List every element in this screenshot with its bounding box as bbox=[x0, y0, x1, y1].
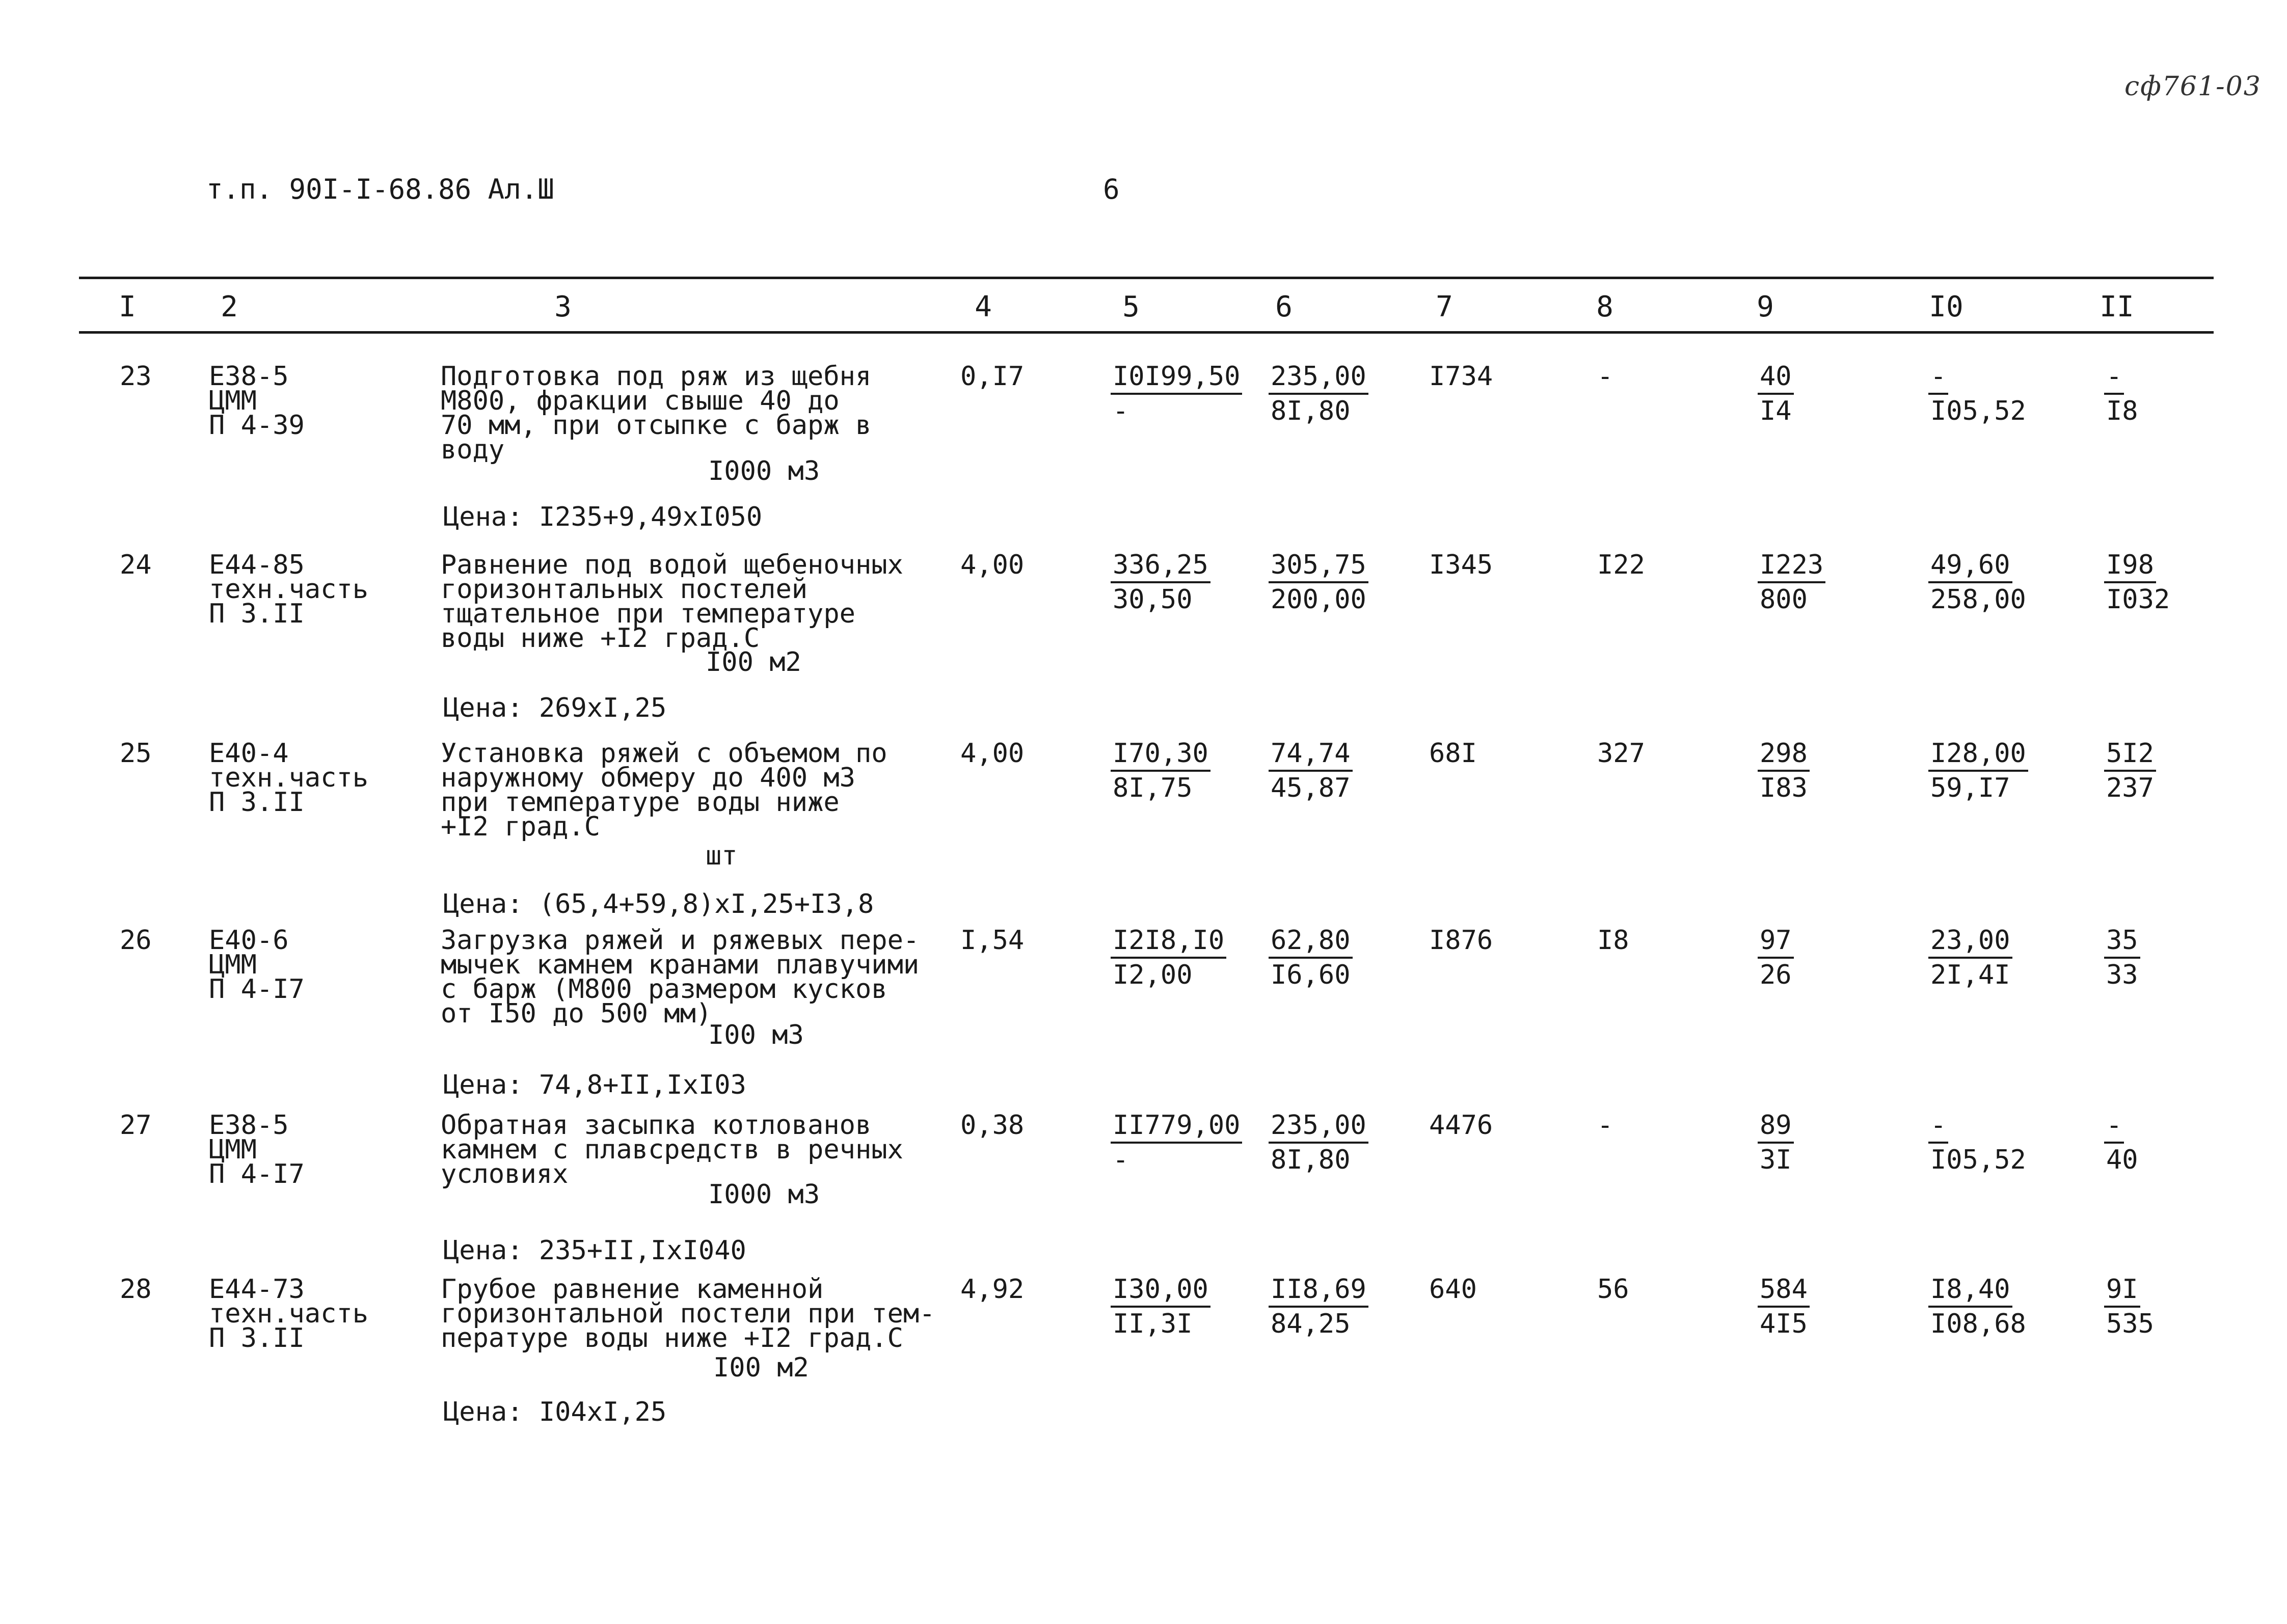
fraction-bottom: 30,50 bbox=[1113, 584, 1193, 615]
fraction-bottom: 59,I7 bbox=[1930, 773, 2010, 803]
fraction-top: I8,40 bbox=[1928, 1273, 2012, 1308]
fraction-top: I223 bbox=[1758, 549, 1825, 583]
fraction-top: 40 bbox=[1758, 360, 1794, 395]
description-line: при температуре воды ниже bbox=[441, 787, 840, 818]
description-line: горизонтальной постели при тем- bbox=[441, 1298, 935, 1329]
norm-code-line: Е40-4 bbox=[209, 738, 289, 769]
fraction-bottom: 40 bbox=[2106, 1145, 2138, 1175]
col6-fraction bbox=[1269, 924, 1353, 991]
col10-fraction bbox=[1928, 549, 2028, 616]
fraction-bottom: I2,00 bbox=[1113, 960, 1193, 990]
col6-fraction bbox=[1269, 737, 1353, 804]
norm-code bbox=[209, 1274, 369, 1354]
norm-code-line: Е44-73 bbox=[209, 1274, 305, 1305]
work-description bbox=[441, 1110, 903, 1189]
col5-fraction bbox=[1111, 549, 1210, 616]
fraction-top: 5I2 bbox=[2104, 737, 2156, 772]
quantity-value: 0,38 bbox=[960, 1110, 1025, 1141]
work-description bbox=[441, 738, 887, 842]
col11-fraction bbox=[2104, 1109, 2140, 1176]
fraction-top: II8,69 bbox=[1269, 1273, 1368, 1308]
fraction-top: 49,60 bbox=[1928, 549, 2012, 583]
column-header-3: 3 bbox=[554, 290, 572, 323]
fraction-bottom: I032 bbox=[2106, 584, 2170, 615]
norm-code-line: П 3.II bbox=[209, 787, 305, 818]
description-line: воды ниже +I2 град.С bbox=[441, 623, 760, 654]
fraction-bottom: 84,25 bbox=[1271, 1309, 1351, 1339]
measurement-unit: I00 м3 bbox=[708, 1020, 804, 1050]
col9-fraction bbox=[1758, 1109, 1794, 1176]
row-number: 23 bbox=[120, 361, 152, 392]
fraction-bottom: 237 bbox=[2106, 773, 2154, 803]
description-line: пературе воды ниже +I2 град.С bbox=[441, 1323, 903, 1354]
row-number: 25 bbox=[120, 738, 152, 769]
row-number: 28 bbox=[120, 1274, 152, 1305]
norm-code-line: П 4-I7 bbox=[209, 1159, 305, 1189]
col9-fraction bbox=[1758, 737, 1810, 804]
fraction-bottom: 8I,80 bbox=[1271, 1145, 1351, 1175]
fraction-bottom: I05,52 bbox=[1930, 396, 2026, 426]
row-number: 24 bbox=[120, 550, 152, 580]
column-header-11: II bbox=[2100, 290, 2134, 323]
column-header-9: 9 bbox=[1757, 290, 1774, 323]
column-header-2: 2 bbox=[221, 290, 238, 323]
page-number: 6 bbox=[1103, 173, 1120, 205]
col8-value: - bbox=[1597, 1110, 1613, 1141]
fraction-top: 305,75 bbox=[1269, 549, 1368, 583]
norm-code-line: ЦММ bbox=[209, 1134, 257, 1165]
column-header-7: 7 bbox=[1436, 290, 1453, 323]
col9-fraction bbox=[1758, 360, 1794, 427]
fraction-top: 74,74 bbox=[1269, 737, 1353, 772]
fraction-top: 97 bbox=[1758, 924, 1794, 959]
fraction-bottom: I4 bbox=[1760, 396, 1792, 426]
col5-fraction bbox=[1111, 360, 1242, 427]
col7-value: I876 bbox=[1429, 925, 1493, 956]
measurement-unit: I00 м2 bbox=[706, 647, 801, 678]
work-description bbox=[441, 925, 920, 1029]
norm-code-line: П 3.II bbox=[209, 1323, 305, 1354]
norm-code bbox=[209, 738, 369, 818]
col6-fraction bbox=[1269, 549, 1368, 616]
col8-value: I22 bbox=[1597, 550, 1645, 580]
fraction-bottom: 3I bbox=[1760, 1145, 1792, 1175]
fraction-bottom: 33 bbox=[2106, 960, 2138, 990]
col5-fraction bbox=[1111, 1109, 1242, 1176]
column-header-5: 5 bbox=[1122, 290, 1140, 323]
fraction-top: 235,00 bbox=[1269, 1109, 1368, 1144]
description-line: Подготовка под ряж из щебня bbox=[441, 361, 872, 392]
quantity-value: I,54 bbox=[960, 925, 1025, 956]
col10-fraction bbox=[1928, 924, 2012, 991]
col8-value: 327 bbox=[1597, 738, 1645, 769]
col11-fraction bbox=[2104, 1273, 2156, 1340]
col10-fraction bbox=[1928, 360, 2028, 427]
handwritten-stamp: сф761-03 bbox=[2124, 71, 2262, 102]
norm-code-line: техн.часть bbox=[209, 574, 369, 605]
description-line: от I50 до 500 мм) bbox=[441, 998, 712, 1029]
measurement-unit: I00 м2 bbox=[713, 1352, 809, 1383]
column-header-4: 4 bbox=[975, 290, 992, 323]
fraction-bottom: II,3I bbox=[1113, 1309, 1193, 1339]
description-line: тщательное при температуре bbox=[441, 599, 855, 629]
fraction-bottom: 258,00 bbox=[1930, 584, 2026, 615]
fraction-bottom: 8I,80 bbox=[1271, 396, 1351, 426]
fraction-bottom: 2I,4I bbox=[1930, 960, 2010, 990]
fraction-top: I28,00 bbox=[1928, 737, 2028, 772]
norm-code-line: П 3.II bbox=[209, 599, 305, 629]
description-line: 70 мм, при отсыпке с барж в bbox=[441, 410, 872, 441]
fraction-bottom: - bbox=[1113, 396, 1129, 426]
col11-fraction bbox=[2104, 924, 2140, 991]
norm-code bbox=[209, 550, 369, 629]
work-description bbox=[441, 361, 872, 465]
column-header-6: 6 bbox=[1275, 290, 1293, 323]
price-formula: Цена: 235+II,IxI040 bbox=[443, 1235, 746, 1266]
col8-value: 56 bbox=[1597, 1274, 1629, 1305]
fraction-top: - bbox=[1928, 360, 1948, 395]
fraction-top: II779,00 bbox=[1111, 1109, 1242, 1144]
quantity-value: 4,00 bbox=[960, 550, 1025, 580]
description-line: воду bbox=[441, 435, 505, 465]
description-line: Установка ряжей с объемом по bbox=[441, 738, 887, 769]
price-formula: Цена: I235+9,49xI050 bbox=[443, 502, 763, 532]
measurement-unit: шт bbox=[706, 841, 738, 871]
fraction-bottom: I6,60 bbox=[1271, 960, 1351, 990]
fraction-top: 298 bbox=[1758, 737, 1810, 772]
fraction-bottom: 8I,75 bbox=[1113, 773, 1193, 803]
fraction-top: 9I bbox=[2104, 1273, 2140, 1308]
fraction-bottom: I05,52 bbox=[1930, 1145, 2026, 1175]
description-line: Обратная засыпка котлованов bbox=[441, 1110, 872, 1141]
norm-code-line: Е38-5 bbox=[209, 361, 289, 392]
col7-value: 640 bbox=[1429, 1274, 1477, 1305]
fraction-top: - bbox=[2104, 360, 2124, 395]
row-number: 26 bbox=[120, 925, 152, 956]
col10-fraction bbox=[1928, 1109, 2028, 1176]
measurement-unit: I000 м3 bbox=[708, 1179, 820, 1210]
norm-code-line: П 4-I7 bbox=[209, 974, 305, 1005]
price-formula: Цена: 74,8+II,IxI03 bbox=[443, 1070, 746, 1100]
col6-fraction bbox=[1269, 360, 1368, 427]
col7-value: 4476 bbox=[1429, 1110, 1493, 1141]
fraction-top: I2I8,I0 bbox=[1111, 924, 1226, 959]
col9-fraction bbox=[1758, 549, 1825, 616]
price-formula: Цена: I04xI,25 bbox=[443, 1397, 667, 1427]
fraction-top: 35 bbox=[2104, 924, 2140, 959]
col10-fraction bbox=[1928, 1273, 2028, 1340]
price-formula: Цена: 269xI,25 bbox=[443, 693, 667, 723]
fraction-bottom: I83 bbox=[1760, 773, 1808, 803]
col8-value: I8 bbox=[1597, 925, 1629, 956]
norm-code bbox=[209, 925, 305, 1005]
col9-fraction bbox=[1758, 1273, 1810, 1340]
fraction-bottom: I08,68 bbox=[1930, 1309, 2026, 1339]
fraction-top: 62,80 bbox=[1269, 924, 1353, 959]
col6-fraction bbox=[1269, 1109, 1368, 1176]
norm-code-line: техн.часть bbox=[209, 1298, 369, 1329]
document-reference: т.п. 90I-I-68.86 Ал.Ш bbox=[206, 173, 554, 205]
price-formula: Цена: (65,4+59,8)xI,25+I3,8 bbox=[443, 889, 874, 919]
col6-fraction bbox=[1269, 1273, 1368, 1340]
norm-code-line: Е44-85 bbox=[209, 550, 305, 580]
measurement-unit: I000 м3 bbox=[708, 456, 820, 486]
norm-code bbox=[209, 1110, 305, 1189]
col11-fraction bbox=[2104, 549, 2172, 616]
work-description bbox=[441, 1274, 935, 1354]
work-description bbox=[441, 550, 903, 654]
fraction-bottom: 200,00 bbox=[1271, 584, 1366, 615]
col7-value: I345 bbox=[1429, 550, 1493, 580]
quantity-value: 4,00 bbox=[960, 738, 1025, 769]
description-line: мычек камнем кранами плавучими bbox=[441, 950, 920, 980]
norm-code-line: Е40-6 bbox=[209, 925, 289, 956]
description-line: Грубое равнение каменной bbox=[441, 1274, 824, 1305]
col8-value: - bbox=[1597, 361, 1613, 392]
norm-code-line: ЦММ bbox=[209, 386, 257, 416]
column-header-10: I0 bbox=[1929, 290, 1963, 323]
description-line: +I2 град.С bbox=[441, 811, 601, 842]
fraction-top: - bbox=[1928, 1109, 1948, 1144]
fraction-top: 584 bbox=[1758, 1273, 1810, 1308]
fraction-top: I0I99,50 bbox=[1111, 360, 1242, 395]
fraction-bottom: 45,87 bbox=[1271, 773, 1351, 803]
fraction-top: I98 bbox=[2104, 549, 2156, 583]
description-line: горизонтальных постелей bbox=[441, 574, 808, 605]
description-line: Загрузка ряжей и ряжевых пере- bbox=[441, 925, 920, 956]
description-line: камнем с плавсредств в речных bbox=[441, 1134, 903, 1165]
fraction-bottom: 800 bbox=[1760, 584, 1808, 615]
norm-code-line: П 4-39 bbox=[209, 410, 305, 441]
col11-fraction bbox=[2104, 360, 2140, 427]
fraction-bottom: I8 bbox=[2106, 396, 2138, 426]
table-header-rule bbox=[79, 331, 2214, 334]
norm-code-line: техн.часть bbox=[209, 763, 369, 793]
row-number: 27 bbox=[120, 1110, 152, 1141]
norm-code-line: ЦММ bbox=[209, 950, 257, 980]
description-line: с барж (М800 размером кусков bbox=[441, 974, 887, 1005]
col11-fraction bbox=[2104, 737, 2156, 804]
quantity-value: 0,I7 bbox=[960, 361, 1025, 392]
col7-value: I734 bbox=[1429, 361, 1493, 392]
column-header-1: I bbox=[119, 290, 136, 323]
column-header-8: 8 bbox=[1596, 290, 1613, 323]
fraction-top: 89 bbox=[1758, 1109, 1794, 1144]
norm-code-line: Е38-5 bbox=[209, 1110, 289, 1141]
description-line: условиях bbox=[441, 1159, 569, 1189]
norm-code bbox=[209, 361, 305, 441]
col10-fraction bbox=[1928, 737, 2028, 804]
description-line: М800, фракции свыше 40 до bbox=[441, 386, 840, 416]
fraction-bottom: - bbox=[1113, 1145, 1129, 1175]
fraction-top: - bbox=[2104, 1109, 2124, 1144]
fraction-bottom: 4I5 bbox=[1760, 1309, 1808, 1339]
description-line: Равнение под водой щебеночных bbox=[441, 550, 903, 580]
fraction-top: 235,00 bbox=[1269, 360, 1368, 395]
description-line: наружному обмеру до 400 м3 bbox=[441, 763, 855, 793]
fraction-top: 23,00 bbox=[1928, 924, 2012, 959]
col9-fraction bbox=[1758, 924, 1794, 991]
fraction-bottom: 26 bbox=[1760, 960, 1792, 990]
fraction-top: I30,00 bbox=[1111, 1273, 1210, 1308]
fraction-bottom: 535 bbox=[2106, 1309, 2154, 1339]
col5-fraction bbox=[1111, 924, 1226, 991]
fraction-top: I70,30 bbox=[1111, 737, 1210, 772]
fraction-top: 336,25 bbox=[1111, 549, 1210, 583]
table-top-rule bbox=[79, 277, 2214, 279]
col5-fraction bbox=[1111, 1273, 1210, 1340]
quantity-value: 4,92 bbox=[960, 1274, 1025, 1305]
col7-value: 68I bbox=[1429, 738, 1477, 769]
col5-fraction bbox=[1111, 737, 1210, 804]
